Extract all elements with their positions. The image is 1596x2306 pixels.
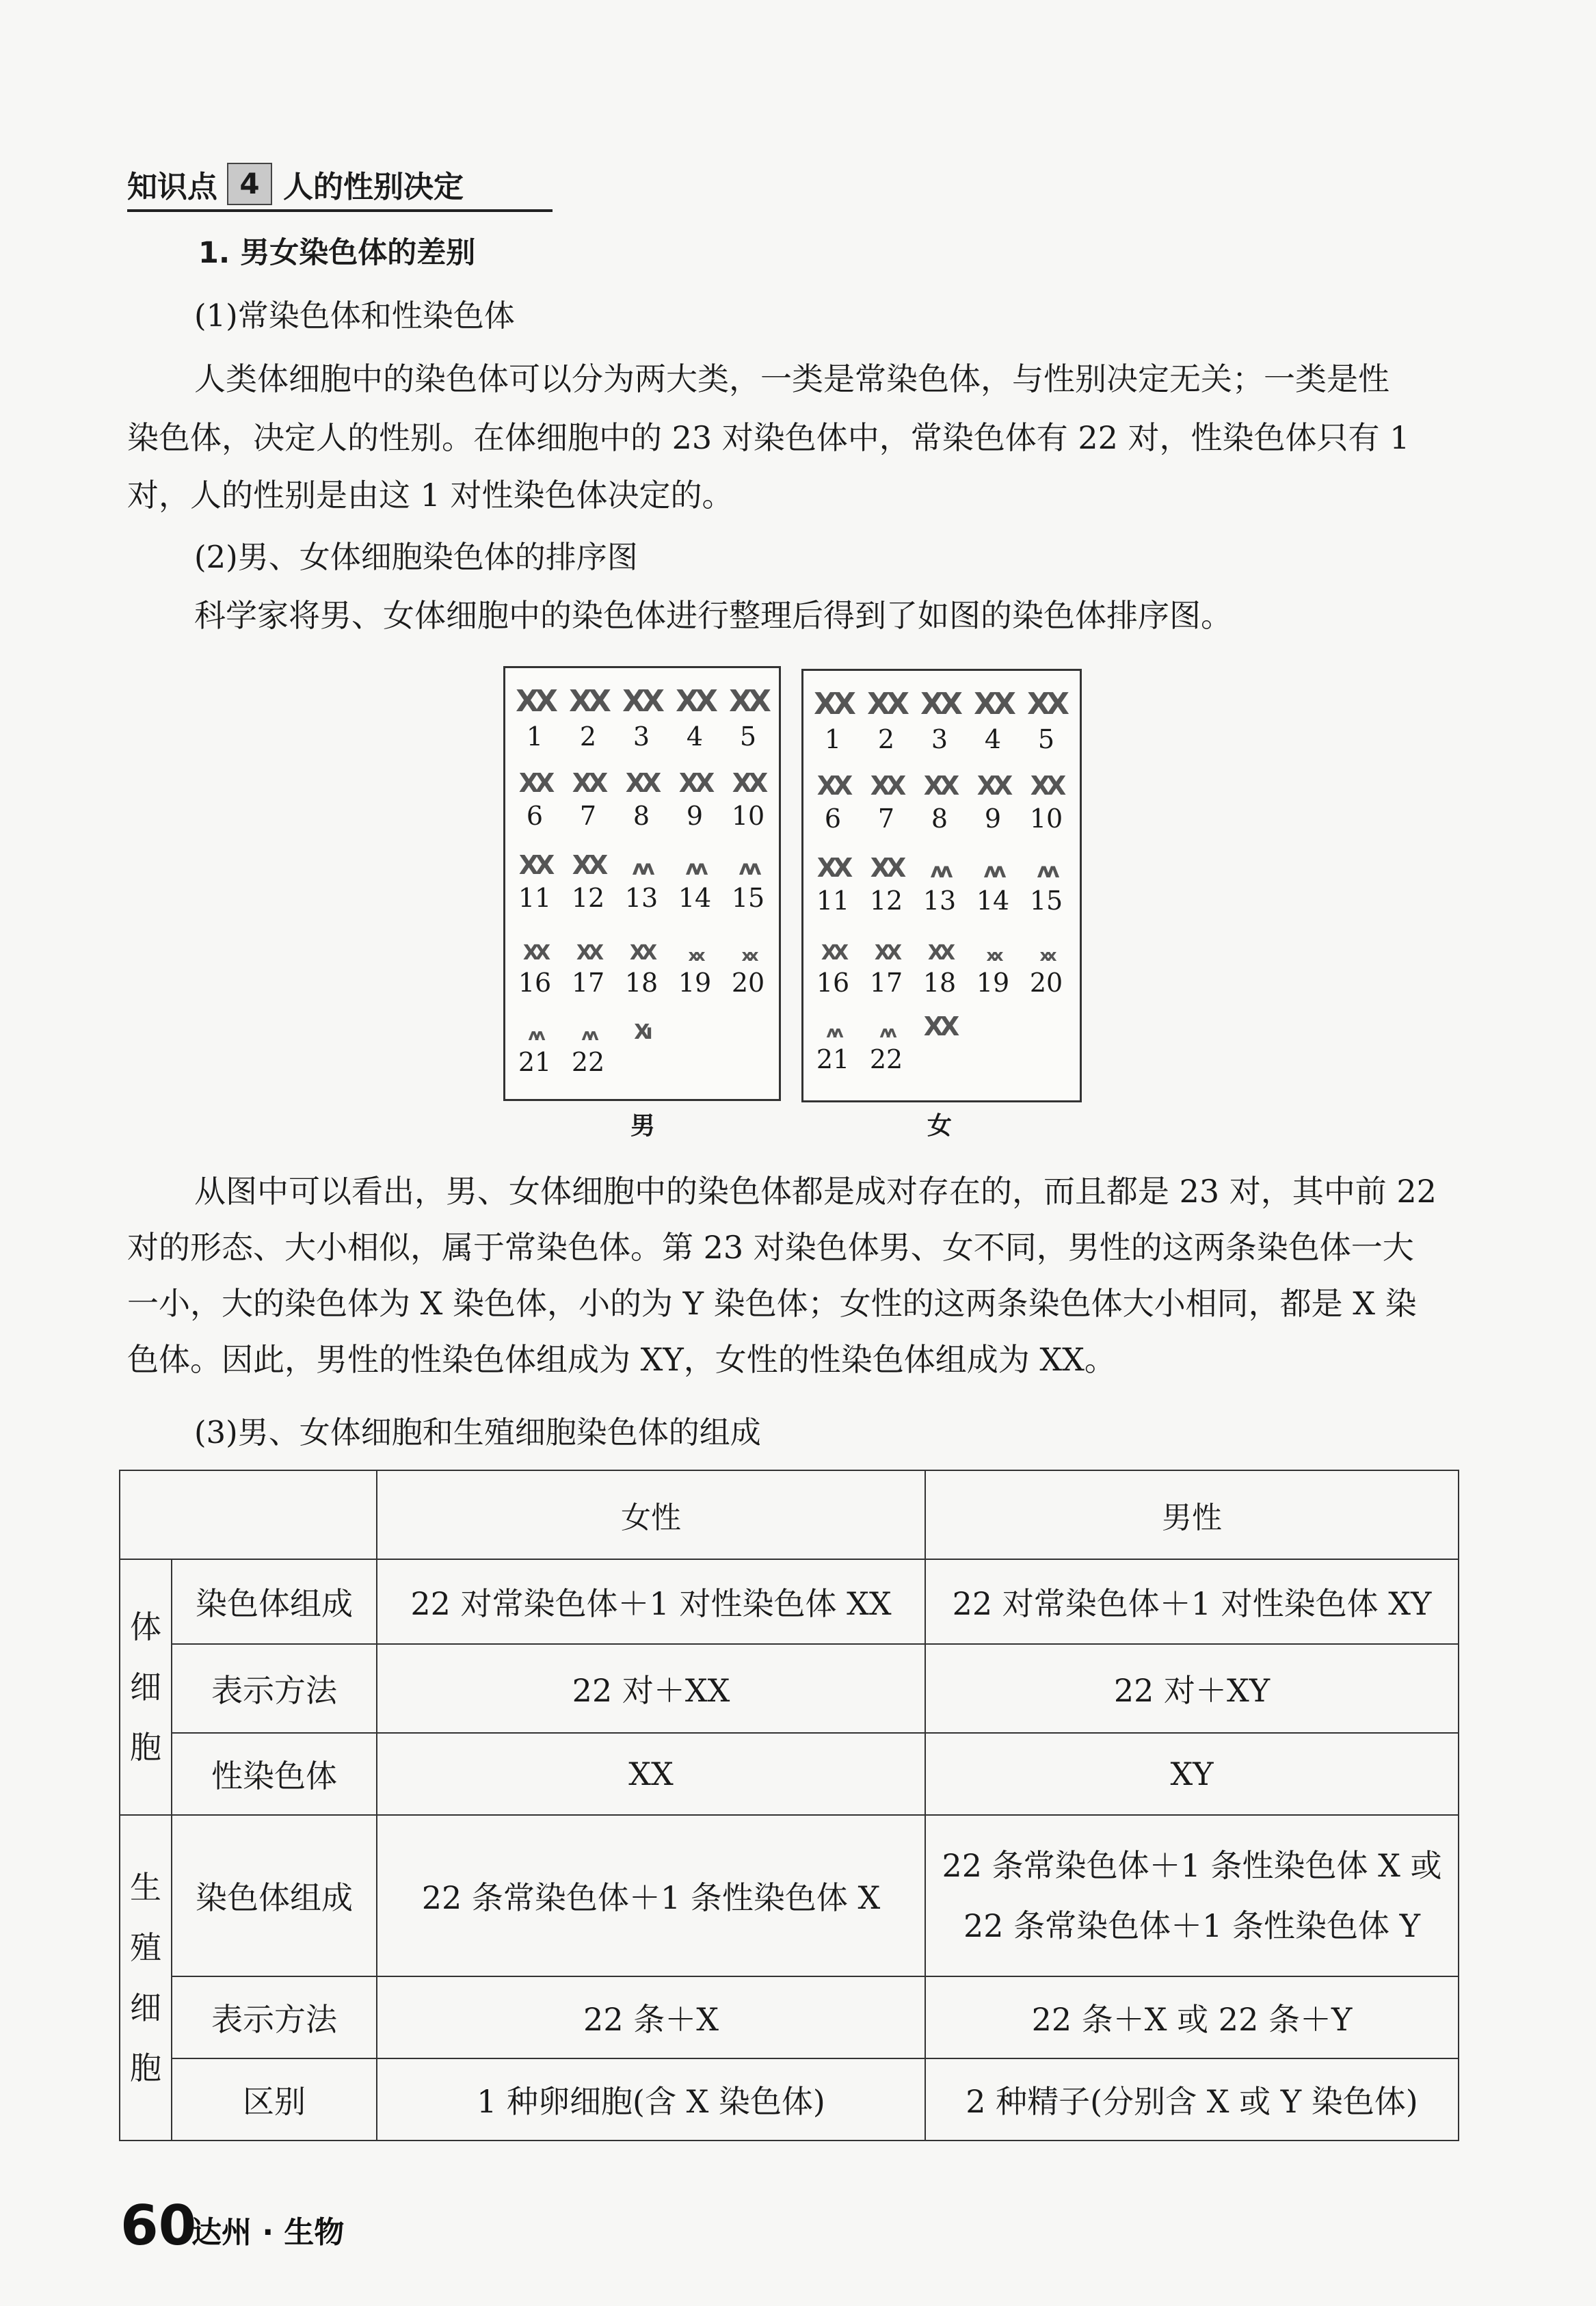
chromosome-pair: ХХ [870, 771, 903, 801]
karyo-row-2 [806, 761, 1073, 836]
pair-number: 15 [731, 883, 765, 913]
pair-number: 4 [686, 721, 704, 752]
chromosome-pair: ХХ [676, 684, 714, 719]
row-label: 染色体组成 [172, 1559, 377, 1644]
chromosome-composition-table [119, 1470, 1459, 2141]
pair-number: 18 [922, 968, 957, 998]
chromosome-pair: ХХ [732, 768, 764, 798]
karyo-row-3 [508, 840, 775, 916]
row-label: 区别 [172, 2058, 377, 2141]
header-female: 女性 [377, 1470, 925, 1559]
group-germ-cell: 生 殖 细 胞 [120, 1815, 172, 2141]
chromosome-pair: ХХ [518, 850, 551, 880]
chromosome-pair: ХХ [678, 768, 711, 798]
page-number: 60 [120, 2194, 197, 2257]
heading-underline [127, 209, 553, 212]
chromosome-pair: ʌʌ [685, 856, 704, 880]
paragraph-2: 科学家将男、女体细胞中的染色体进行整理后得到了如图的染色体排序图。 [194, 597, 1232, 634]
cell-male-line-1: 22 条常染色体＋1 条性染色体 X 或 [942, 1847, 1442, 1884]
row-label: 表示方法 [172, 1976, 377, 2058]
group-somatic-cell: 体 细 胞 [120, 1559, 172, 1815]
chromosome-pair: ХХ [814, 687, 852, 721]
karyo-row-4 [806, 925, 1073, 1000]
section-number-badge: 4 [227, 163, 272, 205]
pair-number: 6 [824, 804, 842, 834]
footer-title: 达州 · 生物 [191, 2215, 345, 2250]
table-row [120, 1815, 1459, 1976]
pair-number: 12 [571, 883, 605, 913]
pair-number: 5 [739, 721, 757, 752]
karyo-row-4 [508, 925, 775, 1000]
pair-number: 16 [518, 968, 552, 998]
pair-number: 14 [678, 883, 712, 913]
chromosome-pair: ХХ [1030, 771, 1063, 801]
cell-male-line-2: 22 条常染色体＋1 条性染色体 Y [963, 1907, 1421, 1944]
cell-male: XY [925, 1733, 1459, 1815]
chromosome-pair: ʌʌ [739, 856, 758, 880]
pair-number: 20 [1029, 968, 1063, 998]
table-row [120, 2058, 1459, 2141]
karyo-row-2 [508, 758, 775, 834]
pair-number: 20 [731, 968, 765, 998]
subheading-1a: (1)常染色体和性染色体 [194, 297, 515, 334]
paragraph-1-line-3: 对，人的性别是由这 1 对性染色体决定的。 [127, 477, 734, 514]
chromosome-pair: хх [1039, 946, 1053, 965]
pair-number: 7 [579, 801, 597, 831]
section-label: 知识点 [127, 170, 217, 204]
sex-chromosome-pair-xy: Хı [634, 1020, 649, 1044]
male-label: 男 [630, 1112, 656, 1140]
chromosome-pair: ХХ [572, 850, 604, 880]
chromosome-pair: ХХ [870, 853, 903, 883]
chromosome-pair: ХХ [867, 687, 905, 721]
chromosome-pair: ХХ [729, 684, 767, 719]
chromosome-pair: ХХ [874, 941, 899, 965]
pair-number: 14 [976, 886, 1010, 916]
pair-number: 19 [976, 968, 1010, 998]
table-row [120, 1733, 1459, 1815]
pair-number: 3 [931, 724, 948, 754]
karyo-row-3 [806, 843, 1073, 918]
chromosome-pair: хх [688, 946, 702, 965]
chromosome-pair: ХХ [622, 684, 661, 719]
chromosome-pair: ХХ [976, 771, 1009, 801]
karyo-row-1 [806, 682, 1073, 757]
pair-number: 17 [869, 968, 903, 998]
pair-number: 21 [816, 1044, 850, 1074]
pair-number: 7 [877, 804, 895, 834]
table-row [120, 1559, 1459, 1644]
pair-number: 9 [984, 804, 1002, 834]
pair-number: 15 [1029, 886, 1063, 916]
chromosome-pair: ХХ [816, 771, 849, 801]
chromosome-pair: ХХ [816, 853, 849, 883]
chromosome-pair: ʌʌ [632, 856, 651, 880]
cell-female: 22 对常染色体＋1 对性染色体 XX [377, 1559, 925, 1644]
pair-number: 19 [678, 968, 712, 998]
chromosome-pair: ХХ [1027, 687, 1065, 721]
chromosome-pair: ХХ [629, 941, 654, 965]
karyo-row-5 [806, 1002, 966, 1077]
section-title: 人的性别决定 [283, 170, 464, 204]
paragraph-1-line-2: 染色体，决定人的性别。在体细胞中的 23 对染色体中，常染色体有 22 对，性染色体只有 1 [127, 419, 1410, 456]
chromosome-pair: ХХ [576, 941, 600, 965]
paragraph-3-line-2: 对的形态、大小相似，属于常染色体。第 23 对染色体男、女不同，男性的这两条染色体一大 [127, 1229, 1414, 1266]
pair-number: 8 [931, 804, 948, 834]
pair-number: 1 [824, 724, 842, 754]
pair-number: 6 [526, 801, 544, 831]
table-row [120, 1644, 1459, 1733]
pair-number: 1 [526, 721, 544, 752]
pair-number: 3 [633, 721, 650, 752]
pair-number: 12 [869, 886, 903, 916]
cell-female: 22 对＋XX [377, 1644, 925, 1733]
chromosome-pair: ХХ [572, 768, 604, 798]
chromosome-pair: ХХ [920, 687, 959, 721]
chromosome-pair: ХХ [923, 771, 956, 801]
chromosome-pair: ХХ [518, 768, 551, 798]
pair-number: 22 [869, 1044, 903, 1074]
pair-number: 17 [571, 968, 605, 998]
pair-number: 11 [816, 886, 850, 916]
chromosome-pair: хх [741, 946, 755, 965]
chromosome-pair: ʌʌ [1037, 859, 1056, 883]
pair-number: 18 [624, 968, 659, 998]
paragraph-3-line-3: 一小，大的染色体为 X 染色体，小的为 Y 染色体；女性的这两条染色体大小相同，都是 X 染 [127, 1285, 1417, 1322]
table-corner-cell [120, 1470, 377, 1559]
cell-male: 2 种精子(分别含 X 或 Y 染色体) [925, 2058, 1459, 2141]
chromosome-pair: ʌʌ [528, 1025, 542, 1044]
pair-number: 9 [686, 801, 704, 831]
chromosome-pair: хх [986, 946, 1000, 965]
cell-male: 22 对＋XY [925, 1644, 1459, 1733]
pair-number: 5 [1037, 724, 1055, 754]
subheading-1c: (3)男、女体细胞和生殖细胞染色体的组成 [194, 1414, 761, 1450]
chromosome-pair: ʌʌ [879, 1022, 893, 1042]
cell-female: 22 条＋X [377, 1976, 925, 2058]
pair-number: 22 [571, 1047, 605, 1077]
pair-number: 2 [877, 724, 895, 754]
chromosome-pair: ХХ [821, 941, 845, 965]
chromosome-pair: ХХ [516, 684, 554, 719]
chromosome-pair: ХХ [927, 941, 952, 965]
female-label: 女 [927, 1112, 953, 1140]
chromosome-pair: ХХ [974, 687, 1012, 721]
male-karyotype-panel [503, 666, 781, 1101]
paragraph-3-line-1: 从图中可以看出，男、女体细胞中的染色体都是成对存在的，而且都是 23 对，其中前 22 [194, 1173, 1437, 1210]
chromosome-pair: ʌʌ [581, 1025, 595, 1044]
sex-chromosome-pair-xx: ХХ [923, 1011, 956, 1042]
header-male: 男性 [925, 1470, 1459, 1559]
pair-number: 13 [624, 883, 659, 913]
pair-number: 2 [579, 721, 597, 752]
cell-female: XX [377, 1733, 925, 1815]
paragraph-1-line-1: 人类体细胞中的染色体可以分为两大类，一类是常染色体，与性别决定无关；一类是性 [194, 360, 1389, 397]
pair-number: 16 [816, 968, 850, 998]
pair-number: 13 [922, 886, 957, 916]
female-karyotype-panel [801, 669, 1082, 1102]
cell-male [925, 1815, 1459, 1976]
karyo-row-1 [508, 679, 775, 754]
cell-male: 22 条＋X 或 22 条＋Y [925, 1976, 1459, 2058]
row-label: 染色体组成 [172, 1815, 377, 1976]
chromosome-pair: ХХ [625, 768, 658, 798]
chromosome-pair: ХХ [522, 941, 547, 965]
pair-number: 11 [518, 883, 552, 913]
chromosome-pair: ʌʌ [826, 1022, 840, 1042]
cell-female: 22 条常染色体＋1 条性染色体 X [377, 1815, 925, 1976]
pair-number: 8 [633, 801, 650, 831]
subheading-1b: (2)男、女体细胞染色体的排序图 [194, 539, 638, 575]
pair-number: 21 [518, 1047, 552, 1077]
chromosome-pair: ʌʌ [983, 859, 1002, 883]
karyo-row-5 [508, 1005, 668, 1080]
cell-female: 1 种卵细胞(含 X 染色体) [377, 2058, 925, 2141]
table-header-row [120, 1470, 1459, 1559]
cell-male: 22 对常染色体＋1 对性染色体 XY [925, 1559, 1459, 1644]
section-heading [127, 161, 558, 207]
row-label: 性染色体 [172, 1733, 377, 1815]
table-row [120, 1976, 1459, 2058]
pair-number: 10 [731, 801, 765, 831]
pair-number: 4 [984, 724, 1002, 754]
pair-number: 10 [1029, 804, 1063, 834]
row-label: 表示方法 [172, 1644, 377, 1733]
chromosome-pair: ХХ [569, 684, 607, 719]
paragraph-3-line-4: 色体。因此，男性的性染色体组成为 XY，女性的性染色体组成为 XX。 [127, 1341, 1116, 1378]
subheading-1: 1. 男女染色体的差别 [198, 236, 476, 270]
chromosome-pair: ʌʌ [930, 859, 949, 883]
